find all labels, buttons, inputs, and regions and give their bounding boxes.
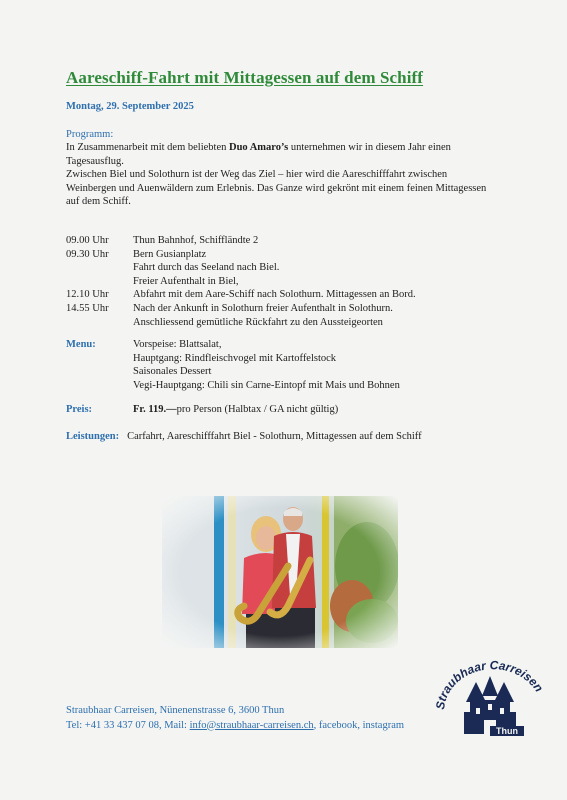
services-section [66, 431, 422, 442]
footer-contact [66, 704, 404, 733]
menu-items [133, 338, 400, 392]
duo-photo [162, 496, 398, 648]
services-label: Leistungen: [66, 431, 120, 442]
price-amount: Fr. 119.— [133, 404, 177, 415]
schedule-time: 09.30 Uhr [66, 248, 109, 260]
schedule-text: Nach der Ankunft in Solothurn freier Aufenthalt in Solothurn. [133, 302, 393, 314]
menu-item: Saisonales Dessert [133, 366, 212, 378]
menu-item: Vegi-Hauptgang: Chili sin Carne-Eintopf mit Mais und Bohnen [133, 379, 400, 391]
schedule-time: 12.10 Uhr [66, 289, 109, 301]
footer-social: , facebook, instagram [313, 719, 405, 731]
schedule-time [66, 316, 133, 330]
program-intro [66, 141, 496, 209]
menu-item: Hauptgang: Rindfleischvogel mit Kartoffelstock [133, 352, 337, 364]
program-label: Programm: [66, 129, 114, 140]
price-section [66, 404, 338, 415]
schedule-row [66, 302, 416, 316]
menu-item: Vorspeise: Blattsalat, [133, 339, 222, 350]
email-link[interactable]: info@straubhaar-carreisen.ch [189, 719, 314, 731]
price-detail: pro Person (Halbtax / GA nicht gültig) [176, 404, 339, 415]
logo-text-top: Straubhaar Carreisen [432, 660, 547, 711]
duo-name: Duo Amaro’s [229, 142, 289, 153]
page-title: Aareschiff-Fahrt mit Mittagessen auf dem Schiff [66, 68, 424, 87]
schedule-text: Bern Gusianplatz [133, 248, 207, 260]
footer-contact-line [66, 719, 404, 734]
schedule-text: Thun Bahnhof, Schiffländte 2 [133, 235, 259, 246]
event-date: Montag, 29. September 2025 [66, 101, 194, 112]
price-value [133, 404, 338, 415]
footer-phone: Tel: +41 33 437 07 08, Mail: [66, 719, 190, 731]
schedule-time: 14.55 Uhr [66, 302, 109, 314]
schedule-row [66, 248, 416, 262]
logo-text-bottom: Thun [496, 726, 518, 736]
services-text: Carfahrt, Aareschifffahrt Biel - Solothurn, Mittagessen auf dem Schiff [127, 431, 422, 442]
intro-text: In Zusammenarbeit mit dem beliebten [66, 142, 229, 153]
company-logo [432, 660, 550, 738]
schedule-time: 09.00 Uhr [66, 235, 109, 246]
menu-section [66, 338, 400, 392]
price-label: Preis: [66, 404, 93, 415]
schedule-text: Anschliessend gemütliche Rückfahrt zu den Aussteigeorten [133, 316, 383, 328]
schedule-list [66, 234, 416, 329]
intro-paragraph-2: Zwischen Biel und Solothurn ist der Weg das Ziel – hier wird die Aareschifffahrt zwischen Weinbergen und Auenwäldern zum Erlebnis. Das Ganze wird gekrönt mit einem feinen Mittagessen auf dem Schiff. [66, 169, 487, 208]
schedule-text: Abfahrt mit dem Aare-Schiff nach Solothurn. Mittagessen an Bord. [133, 289, 416, 301]
schedule-row [66, 261, 416, 275]
schedule-time [66, 275, 133, 289]
footer-address: Straubhaar Carreisen, Nünenenstrasse 6, 3600 Thun [66, 705, 285, 716]
schedule-row [66, 275, 416, 289]
intro-text-cont: unternehmen wir in diesem Jahr einen Tagesausflug. [66, 142, 451, 167]
schedule-row [66, 288, 416, 302]
schedule-row [66, 316, 416, 330]
schedule-row [66, 234, 416, 248]
schedule-time [66, 261, 133, 275]
schedule-text: Fahrt durch das Seeland nach Biel. [133, 262, 280, 274]
schedule-text: Freier Aufenthalt in Biel, [133, 275, 239, 287]
intro-paragraph-1 [66, 141, 496, 168]
menu-label: Menu: [66, 339, 96, 350]
